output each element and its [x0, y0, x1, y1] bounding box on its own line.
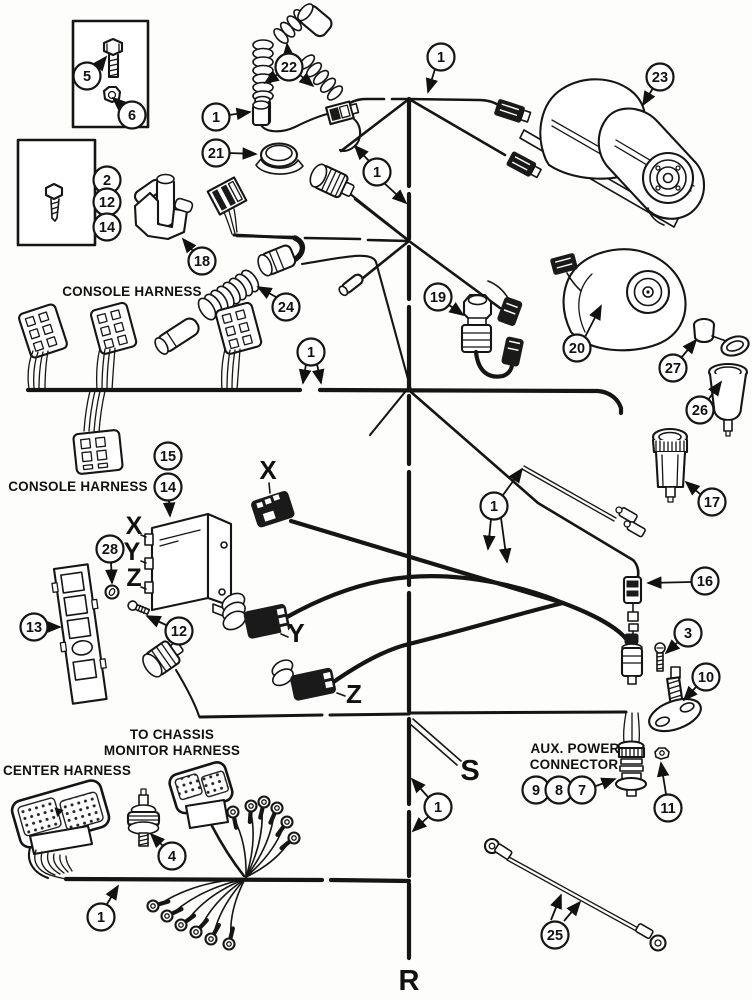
callout-arrow	[258, 287, 276, 297]
cigar-lighter-17	[653, 429, 687, 502]
callout-number: 23	[651, 70, 669, 86]
callout-16	[648, 568, 719, 595]
receptacle-1-icon	[253, 101, 331, 131]
cap-and-ring-27	[694, 319, 751, 359]
callout-arrow	[229, 153, 256, 154]
callout-arrow	[413, 817, 428, 831]
callout-number: 18	[193, 254, 211, 270]
callout-number: 20	[568, 341, 586, 357]
console-connector-4	[73, 430, 123, 475]
callout-number: 2	[102, 173, 112, 189]
callout-18	[183, 239, 216, 275]
splice-wire-1	[522, 466, 650, 537]
callout-number: 19	[429, 290, 447, 306]
label-center-harness: CENTER HARNESS	[2, 763, 132, 778]
callout-arrow	[596, 779, 615, 786]
callout-arrow	[686, 482, 700, 494]
callout-number: 21	[207, 146, 225, 162]
callout-number: 26	[691, 403, 709, 419]
callout-arrow	[111, 562, 112, 583]
callout-arrow	[384, 183, 406, 203]
callout-number: 1	[433, 800, 443, 816]
callout-arrow	[107, 886, 118, 904]
console-connector-2	[84, 302, 137, 432]
callout-13	[21, 614, 61, 641]
label-chassis-monitor-line2: MONITOR HARNESS	[103, 743, 241, 758]
callout-arrow	[229, 112, 250, 115]
callout-number: 13	[25, 620, 43, 636]
callout-arrow	[355, 146, 369, 161]
callout-number: 15	[159, 449, 177, 465]
callout-arrow	[684, 687, 696, 700]
callout-number: 1	[372, 165, 382, 181]
connector-x-plug	[251, 483, 295, 528]
callout-number: 3	[683, 626, 693, 642]
console-connector-3	[215, 302, 262, 390]
label-console-harness-top: CONSOLE HARNESS	[62, 284, 202, 299]
two-pin-connector-22	[326, 100, 360, 151]
jumper-wire-25	[485, 839, 666, 951]
callout-number: 9	[531, 783, 541, 799]
letter-module-port-x: X	[125, 512, 143, 540]
callout-arrow	[303, 364, 306, 383]
trunk-connector-b	[506, 151, 542, 180]
callout-arrow	[681, 340, 696, 358]
grommet-28-icon	[106, 586, 119, 599]
label-chassis-monitor-line1: TO CHASSIS	[129, 727, 215, 742]
callout-number: 22	[280, 60, 298, 76]
letter-wire-s: S	[460, 755, 480, 787]
callout-1	[355, 146, 406, 203]
callout-1	[428, 44, 455, 93]
callout-number: 8	[554, 783, 564, 799]
callout-number: 17	[703, 495, 721, 511]
callout-number: 6	[127, 108, 137, 124]
callout-number: 1	[211, 110, 221, 126]
callout-arrow	[501, 518, 507, 562]
callout-17	[686, 482, 726, 516]
screw-12-icon	[127, 600, 150, 616]
bullet-connector	[337, 273, 364, 297]
callout-number: 5	[82, 69, 92, 85]
relay-strip-13	[50, 564, 111, 705]
callout-number: 27	[664, 361, 682, 377]
callout-number: 28	[101, 542, 119, 558]
callout-4	[151, 834, 186, 870]
monitor-round-connector	[139, 635, 199, 716]
callout-arrow	[564, 902, 580, 921]
callout-number: 16	[696, 574, 714, 590]
callout-number: 1	[436, 50, 446, 66]
callout-arrow	[666, 642, 678, 653]
cord-handle	[152, 316, 201, 357]
callout-arrow	[183, 239, 193, 251]
callout-10	[684, 664, 720, 701]
screw-3-icon	[655, 643, 665, 671]
callout-12	[147, 616, 193, 645]
callout-number: 1	[306, 345, 316, 361]
callout-arrow	[643, 88, 653, 105]
callout-arrow	[648, 582, 691, 583]
callout-arrow	[169, 500, 170, 516]
inline-connector-16	[624, 577, 641, 640]
callout-number: 11	[660, 801, 676, 817]
callout-number: 12	[170, 624, 188, 640]
letter-connector-z: Z	[346, 679, 362, 709]
socket-shell-26	[709, 364, 747, 436]
callout-19	[425, 284, 464, 316]
callout-number: 7	[577, 783, 587, 799]
callout-arrow	[147, 616, 166, 625]
bracket-18	[133, 175, 194, 240]
callout-arrow	[661, 763, 666, 794]
aux-power-connector	[616, 713, 646, 796]
callout-14	[94, 214, 121, 241]
callout-number: 1	[489, 499, 499, 515]
control-module-14-15	[141, 514, 231, 617]
nut-6-icon	[104, 87, 120, 102]
callout-number: 12	[98, 195, 116, 211]
label-aux-power-line1: AUX. POWER	[530, 741, 620, 756]
connector-z-plug	[266, 657, 345, 701]
coil-cap-22	[295, 1, 335, 39]
callout-arrow	[488, 519, 491, 549]
xyz-wires	[287, 521, 627, 683]
letter-wire-r: R	[398, 965, 420, 997]
label-aux-power-line2: CONNECTOR	[529, 757, 619, 772]
label-console-harness-bottom: CONSOLE HARNESS	[8, 479, 148, 494]
center-harness-connector	[10, 778, 112, 879]
letter-module-port-y: Y	[123, 538, 141, 566]
callout-arrow	[287, 44, 288, 53]
callout-number: 14	[98, 220, 116, 236]
blower-assembly-23	[520, 79, 704, 227]
callout-1	[203, 104, 251, 131]
nut-11-icon	[655, 748, 669, 759]
callout-arrow	[412, 779, 428, 797]
callout-number: 1	[96, 910, 106, 926]
callout-12	[94, 189, 121, 216]
pressure-switch-19	[462, 281, 524, 377]
callout-25	[542, 895, 581, 949]
callout-arrow	[449, 305, 463, 315]
callout-15	[155, 443, 182, 470]
callout-number: 24	[277, 300, 295, 316]
hardware-box-2-12-14	[18, 140, 95, 245]
callout-number: 4	[167, 849, 177, 865]
callout-28	[97, 536, 124, 584]
callout-1	[298, 339, 325, 384]
callout-number: 10	[697, 670, 715, 686]
grommet-21	[256, 144, 303, 175]
callout-arrow	[551, 895, 561, 920]
callout-1	[88, 886, 119, 931]
callout-arrow	[503, 469, 522, 495]
callout-7	[569, 777, 616, 804]
socket-plug-end	[622, 634, 642, 684]
callout-3	[666, 620, 702, 654]
letter-connector-y: Y	[287, 618, 305, 648]
round-plug-connector	[307, 162, 407, 239]
callout-14	[155, 474, 182, 517]
callout-11	[655, 763, 682, 822]
letter-module-port-z: Z	[126, 564, 142, 592]
trunk-connector-a	[494, 99, 531, 125]
letter-connector-x: X	[259, 455, 277, 485]
callout-number: 25	[546, 928, 564, 944]
callout-number: 14	[159, 480, 177, 496]
callout-24	[258, 287, 300, 321]
callout-arrow	[428, 69, 435, 92]
callout-27	[660, 340, 697, 382]
callout-arrow	[151, 834, 163, 846]
console-connector-1	[18, 303, 68, 389]
callout-21	[203, 140, 257, 167]
callout-23	[643, 64, 674, 106]
callout-arrow	[317, 364, 321, 383]
callout-1	[412, 779, 452, 831]
